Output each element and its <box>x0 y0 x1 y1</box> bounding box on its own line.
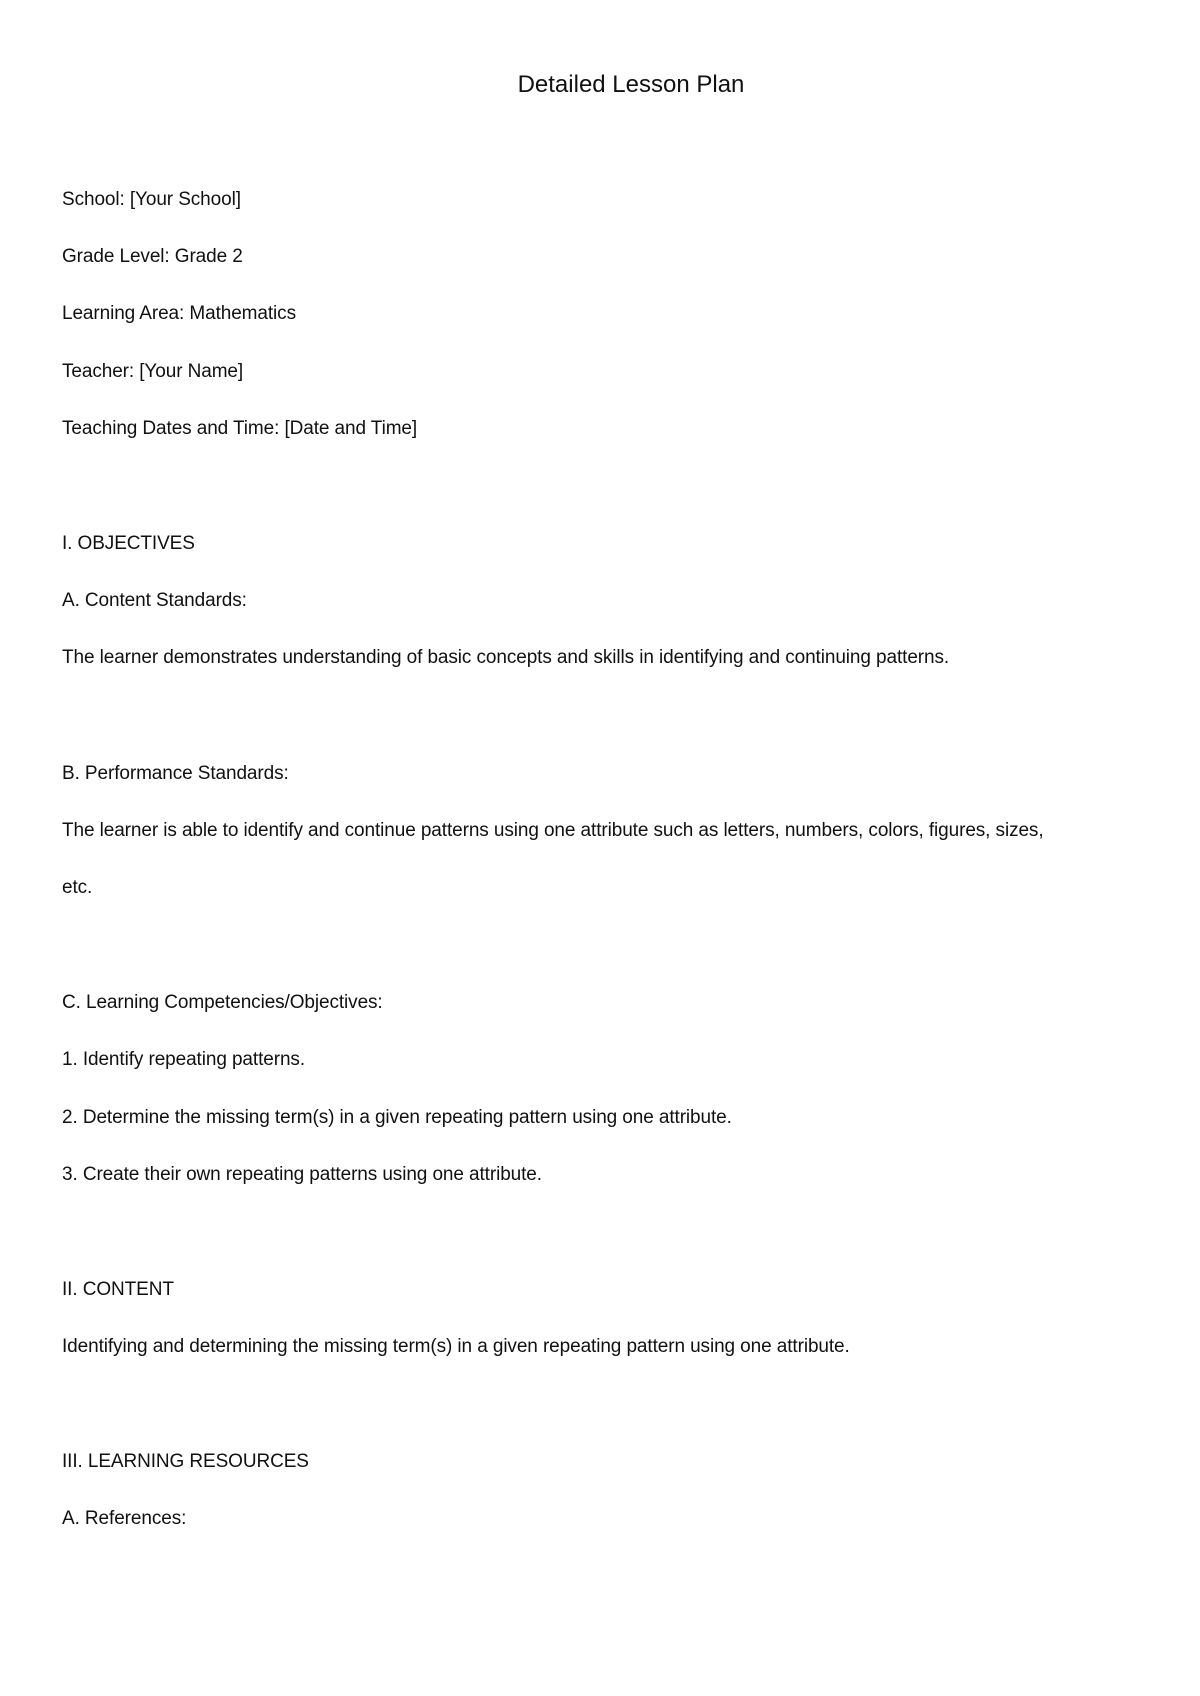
competency-item: 1. Identify repeating patterns. <box>62 1049 306 1070</box>
competency-item: 2. Determine the missing term(s) in a given repeating pattern using one attribute. <box>62 1107 732 1128</box>
competencies-heading: C. Learning Competencies/Objectives: <box>62 992 383 1013</box>
grade-level-line: Grade Level: Grade 2 <box>62 246 243 267</box>
performance-standards-text-line1: The learner is able to identify and continue patterns using one attribute such as letters, numbers, colors, figures, sizes, <box>62 820 1044 841</box>
content-text: Identifying and determining the missing term(s) in a given repeating pattern using one attribute. <box>62 1336 850 1357</box>
school-line: School: [Your School] <box>62 189 241 210</box>
teaching-dates-line: Teaching Dates and Time: [Date and Time] <box>62 418 418 439</box>
teacher-line: Teacher: [Your Name] <box>62 361 244 382</box>
content-standards-heading: A. Content Standards: <box>62 590 247 611</box>
document-title: Detailed Lesson Plan <box>517 71 745 98</box>
competency-item: 3. Create their own repeating patterns using one attribute. <box>62 1164 542 1185</box>
content-standards-text: The learner demonstrates understanding of basic concepts and skills in identifying and continuing patterns. <box>62 647 950 668</box>
references-heading: A. References: <box>62 1508 187 1529</box>
learning-resources-heading: III. LEARNING RESOURCES <box>62 1451 309 1472</box>
content-heading: II. CONTENT <box>62 1279 174 1300</box>
objectives-heading: I. OBJECTIVES <box>62 533 195 554</box>
performance-standards-text-line2: etc. <box>62 877 93 898</box>
performance-standards-heading: B. Performance Standards: <box>62 763 289 784</box>
learning-area-line: Learning Area: Mathematics <box>62 303 296 324</box>
